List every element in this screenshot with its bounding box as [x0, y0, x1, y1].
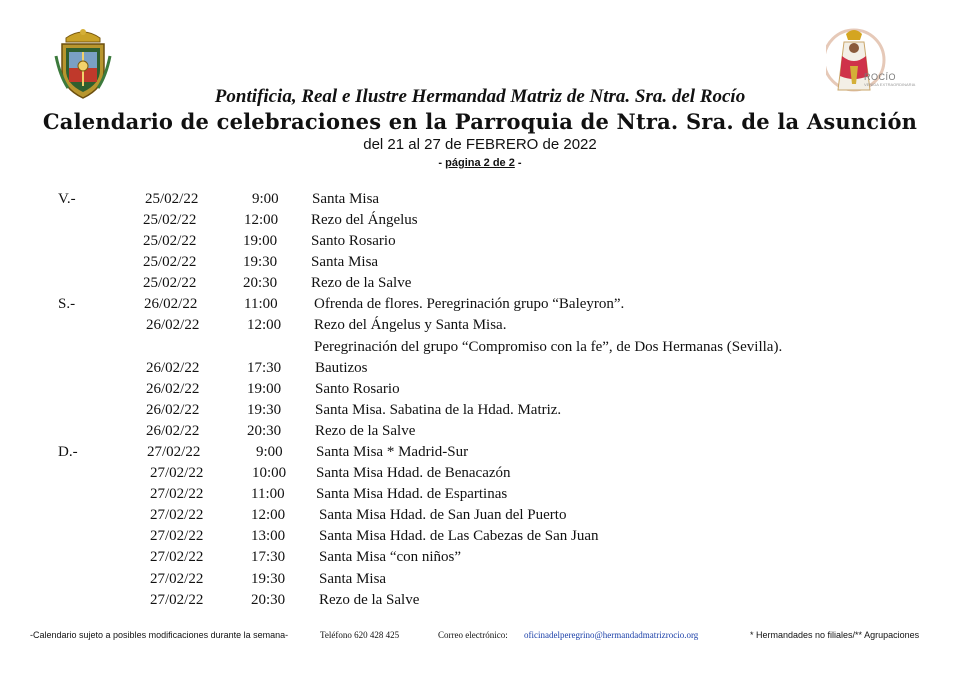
schedule-row — [0, 463, 960, 484]
date-cell: 27/02/22 — [150, 549, 204, 565]
date-cell: 25/02/22 — [143, 254, 197, 270]
event-cell: Peregrinación del grupo “Compromiso con la fe”, de Dos Hermanas (Sevilla). — [314, 339, 783, 355]
event-cell: Santo Rosario — [315, 381, 400, 397]
time-cell: 12:00 — [247, 317, 282, 333]
date-cell: 25/02/22 — [143, 212, 197, 228]
schedule-row — [0, 337, 960, 358]
date-cell: 27/02/22 — [147, 444, 201, 460]
date-cell: 26/02/22 — [146, 317, 200, 333]
date-cell: 26/02/22 — [146, 360, 200, 376]
schedule-row — [0, 569, 960, 590]
schedule-row — [0, 252, 960, 273]
event-cell: Santo Rosario — [311, 233, 396, 249]
time-cell: 12:00 — [244, 212, 279, 228]
time-cell: 19:30 — [247, 402, 282, 418]
schedule-row — [0, 294, 960, 315]
date-cell: 27/02/22 — [150, 592, 204, 608]
time-cell: 20:30 — [251, 592, 286, 608]
footer-legend: * Hermandades no filiales/** Agrupaciones — [750, 630, 920, 640]
event-cell: Santa Misa — [319, 571, 387, 587]
schedule-row — [0, 547, 960, 568]
page-prefix: - — [438, 157, 446, 169]
schedule-row — [0, 505, 960, 526]
event-cell: Santa Misa Hdad. de Las Cabezas de San Juan — [319, 528, 599, 544]
event-cell: Santa Misa — [312, 191, 380, 207]
time-cell: 19:30 — [243, 254, 278, 270]
event-cell: Santa Misa Hdad. de San Juan del Puerto — [319, 507, 567, 523]
date-cell: 26/02/22 — [146, 381, 200, 397]
date-cell: 27/02/22 — [150, 465, 204, 481]
schedule-row — [0, 442, 960, 463]
footer-email-link[interactable]: oficinadelperegrino@hermandadmatrizrocio.org — [524, 630, 699, 640]
time-cell: 10:00 — [252, 465, 287, 481]
date-cell: 26/02/22 — [146, 423, 200, 439]
date-cell: 25/02/22 — [143, 233, 197, 249]
day-label: S.- — [58, 296, 76, 312]
schedule-row — [0, 590, 960, 611]
page-number: página 2 de 2 — [445, 157, 515, 169]
event-cell: Santa Misa Hdad. de Benacazón — [316, 465, 511, 481]
event-cell: Rezo de la Salve — [311, 275, 412, 291]
date-cell: 25/02/22 — [145, 191, 199, 207]
logo-wordmark: ROCÍO — [864, 72, 897, 82]
schedule-row — [0, 231, 960, 252]
date-cell: 26/02/22 — [144, 296, 198, 312]
event-cell: Santa Misa. Sabatina de la Hdad. Matriz. — [315, 402, 562, 418]
time-cell: 11:00 — [251, 486, 285, 502]
date-cell: 26/02/22 — [146, 402, 200, 418]
time-cell: 17:30 — [247, 360, 282, 376]
day-label: V.- — [58, 191, 76, 207]
schedule-row — [0, 400, 960, 421]
footer-notice: -Calendario sujeto a posibles modificaciones durante la semana- — [30, 630, 289, 640]
event-cell: Bautizos — [315, 360, 368, 376]
event-cell: Santa Misa “con niños” — [319, 549, 462, 565]
time-cell: 17:30 — [251, 549, 286, 565]
page-suffix: - — [514, 157, 522, 169]
date-cell: 27/02/22 — [150, 507, 204, 523]
document-title: Calendario de celebraciones en la Parroquia de Ntra. Sra. de la Asunción — [42, 109, 918, 134]
event-cell: Ofrenda de flores. Peregrinación grupo “Baleyron”. — [314, 296, 625, 312]
event-cell: Rezo de la Salve — [319, 592, 420, 608]
event-cell: Rezo del Ángelus — [311, 212, 418, 228]
schedule-row — [0, 315, 960, 336]
event-cell: Santa Misa — [311, 254, 379, 270]
brotherhood-name: Pontificia, Real e Ilustre Hermandad Matriz de Ntra. Sra. del Rocío — [214, 86, 746, 107]
event-cell: Santa Misa Hdad. de Espartinas — [316, 486, 508, 502]
schedule-row — [0, 421, 960, 442]
time-cell: 13:00 — [251, 528, 286, 544]
event-cell: Santa Misa * Madrid-Sur — [316, 444, 469, 460]
schedule-row — [0, 189, 960, 210]
time-cell: 12:00 — [251, 507, 286, 523]
footer-phone: Teléfono 620 428 425 — [320, 630, 400, 640]
time-cell: 20:30 — [243, 275, 278, 291]
date-cell: 27/02/22 — [150, 571, 204, 587]
schedule-row — [0, 358, 960, 379]
time-cell: 19:00 — [247, 381, 282, 397]
schedule-row — [0, 273, 960, 294]
event-cell: Rezo de la Salve — [315, 423, 416, 439]
date-range: del 21 al 27 de FEBRERO de 2022 — [363, 136, 597, 153]
schedule-row — [0, 379, 960, 400]
time-cell: 19:30 — [251, 571, 286, 587]
time-cell: 11:00 — [244, 296, 278, 312]
time-cell: 9:00 — [256, 444, 283, 460]
time-cell: 19:00 — [243, 233, 278, 249]
date-cell: 27/02/22 — [150, 486, 204, 502]
footer-email-label: Correo electrónico: — [438, 630, 508, 640]
day-label: D.- — [58, 444, 78, 460]
time-cell: 20:30 — [247, 423, 282, 439]
schedule-row — [0, 484, 960, 505]
schedule-row — [0, 210, 960, 231]
event-cell: Rezo del Ángelus y Santa Misa. — [314, 317, 507, 333]
schedule-row — [0, 526, 960, 547]
date-cell: 25/02/22 — [143, 275, 197, 291]
time-cell: 9:00 — [252, 191, 279, 207]
logo-subtitle: VENIDA EXTRAORDINARIA — [864, 82, 916, 87]
date-cell: 27/02/22 — [150, 528, 204, 544]
